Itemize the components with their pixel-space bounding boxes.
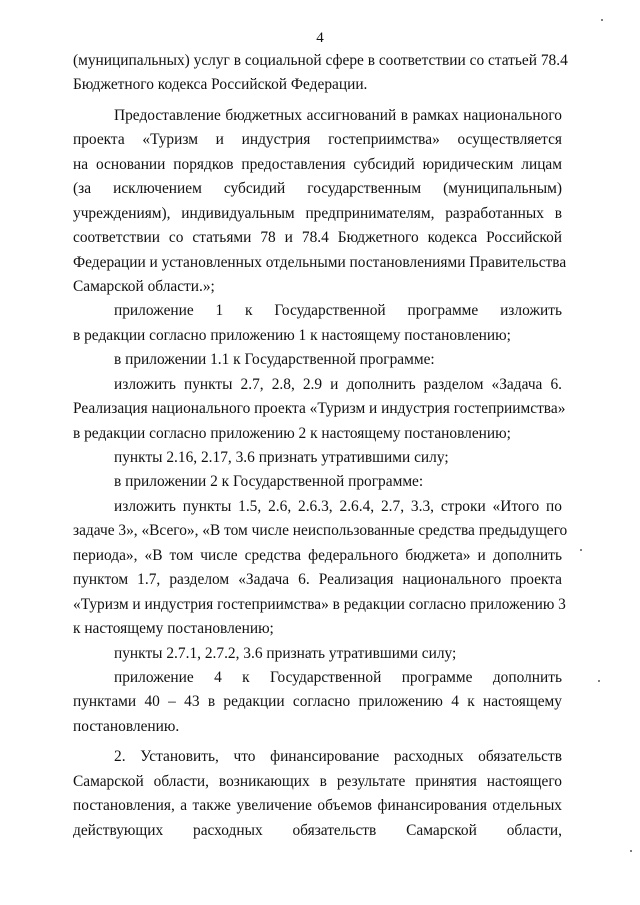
text-line: к настоящему постановлению; <box>73 620 274 638</box>
text-line: на основании порядков предоставления субсидий юридическим лицам <box>73 155 562 173</box>
text-line: Предоставление бюджетных ассигнований в рамках национального <box>114 106 562 124</box>
text-line: приложение 1 к Государственной программе изложить <box>114 302 562 320</box>
text-line: Бюджетного кодекса Российской Федерации. <box>73 76 368 94</box>
scan-speck <box>630 850 632 852</box>
scan-speck <box>601 19 603 21</box>
text-line: в редакции согласно приложению 2 к настоящему постановлению; <box>73 424 511 442</box>
text-line: изложить пункты 2.7, 2.8, 2.9 и дополнить разделом «Задача 6. <box>114 375 562 393</box>
text-line: пунктами 40 – 43 в редакции согласно приложению 4 к настоящему <box>73 693 562 711</box>
text-line: «Туризм и индустрия гостеприимства» в редакции согласно приложению 3 <box>73 595 566 613</box>
text-line: проекта «Туризм и индустрия гостеприимства» осуществляется <box>73 131 562 149</box>
text-line: периода», «В том числе средства федерального бюджета» и дополнить <box>73 546 562 564</box>
page-number: 4 <box>316 30 324 46</box>
text-line: в приложении 1.1 к Государственной программе: <box>114 351 435 369</box>
text-line: пункты 2.16, 2.17, 3.6 признать утратившими силу; <box>114 449 449 466</box>
scan-speck <box>598 680 600 682</box>
scan-speck <box>580 549 582 551</box>
text-line: пунктом 1.7, разделом «Задача 6. Реализация национального проекта <box>73 571 562 589</box>
text-line: Самарской области, возникающих в результате принятия настоящего <box>73 772 562 790</box>
text-line: 2. Установить, что финансирование расходных обязательств <box>114 748 562 766</box>
text-line: постановления, а также увеличение объемов финансирования отдельных <box>73 797 562 815</box>
document-body <box>73 49 568 843</box>
text-line: пункты 2.7.1, 2.7.2, 3.6 признать утратившими силу; <box>114 644 457 662</box>
text-line: (за исключением субсидий государственным (муниципальным) <box>73 180 562 198</box>
text-line: (муниципальных) услуг в социальной сфере в соответствии со статьей 78.4 <box>73 52 568 69</box>
text-line: в приложении 2 к Государственной программе: <box>114 473 424 491</box>
text-line: Федерации и установленных отдельными постановлениями Правительства <box>73 253 567 271</box>
text-line: соответствии со статьями 78 и 78.4 Бюджетного кодекса Российской <box>73 229 562 247</box>
text-line: постановлению. <box>73 717 180 735</box>
text-line: учреждениям), индивидуальным предпринимателям, разработанных в <box>73 204 562 222</box>
text-line: изложить пункты 1.5, 2.6, 2.6.3, 2.6.4, 2.7, 3.3, строки «Итого по <box>114 497 562 515</box>
text-line: задаче 3», «Всего», «В том числе неиспользованные средства предыдущего <box>73 522 568 540</box>
text-line: Самарской области.»; <box>73 277 215 295</box>
text-line: действующих расходных обязательств Самарской области, <box>73 821 562 839</box>
text-line: Реализация национального проекта «Туризм и индустрия гостеприимства» <box>73 400 566 418</box>
text-line: в редакции согласно приложению 1 к настоящему постановлению; <box>73 326 511 344</box>
text-line: приложение 4 к Государственной программе дополнить <box>114 668 562 686</box>
